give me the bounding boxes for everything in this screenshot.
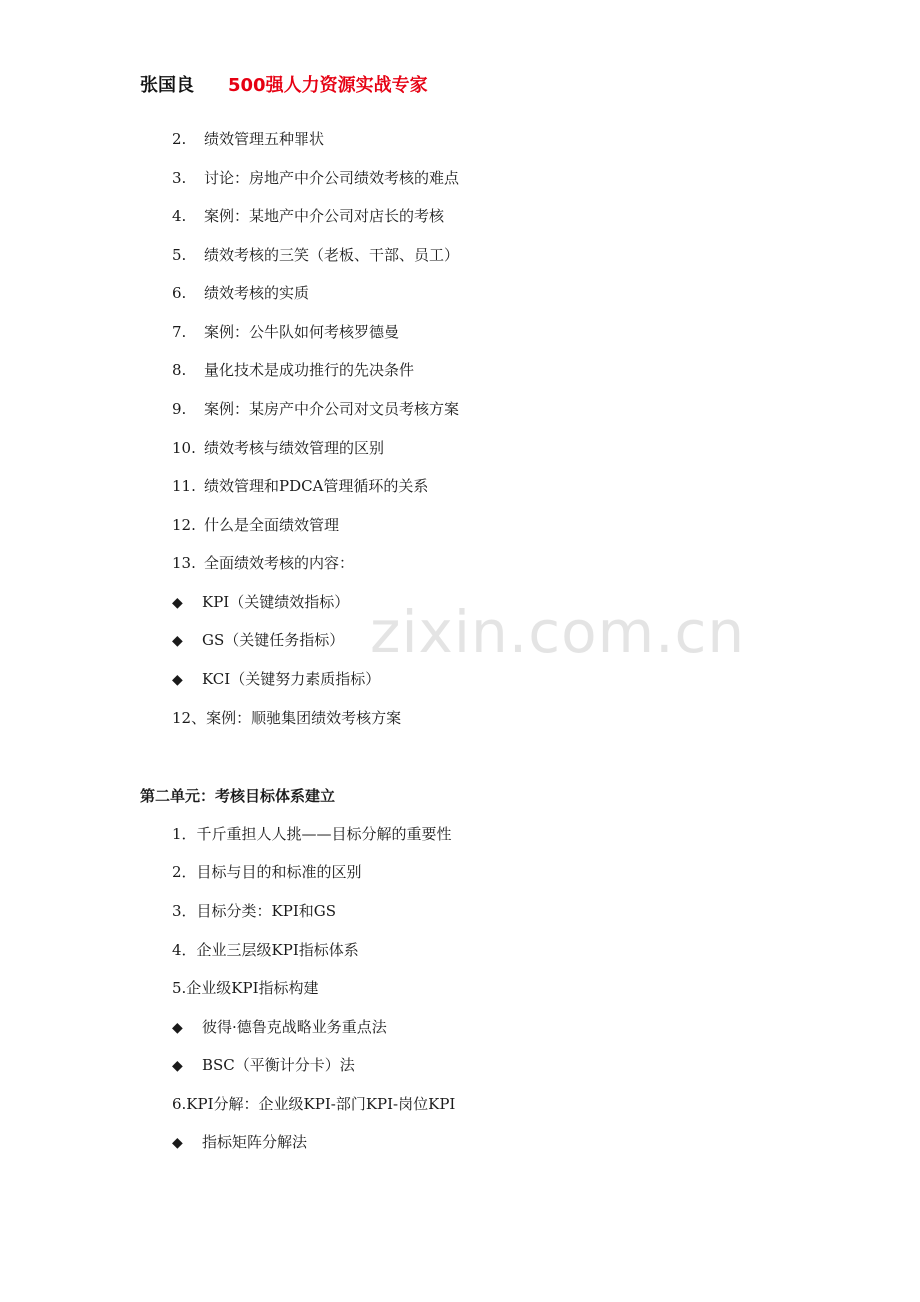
list-item: [172, 513, 339, 537]
author-name: 张国良: [140, 75, 194, 96]
list-item: [172, 281, 309, 305]
list-item: [172, 166, 459, 190]
item-text: 绩效考核的实质: [204, 284, 310, 302]
item-number: 13.: [172, 554, 196, 572]
list-item: 5.企业级KPI指标构建: [172, 979, 319, 997]
item-text: 案例：某房产中介公司对文员考核方案: [204, 400, 460, 418]
item-number: 6.: [172, 284, 187, 302]
list-item: [172, 127, 324, 151]
item-text: 案例：某地产中介公司对店长的考核: [204, 207, 445, 225]
item-text: 讨论：房地产中介公司绩效考核的难点: [204, 169, 460, 187]
item-text: 量化技术是成功推行的先决条件: [204, 361, 415, 379]
bullet-text: 彼得·德鲁克战略业务重点法: [202, 1018, 387, 1036]
list-item: [172, 474, 428, 498]
item-text: 案例：公牛队如何考核罗德曼: [204, 323, 400, 341]
section-title: 第二单元：考核目标体系建立: [140, 787, 336, 805]
item-number: 7.: [172, 323, 187, 341]
bullet-text: BSC（平衡计分卡）法: [202, 1056, 355, 1074]
item-text: 什么是全面绩效管理: [204, 516, 340, 534]
bullet-item: [172, 1053, 355, 1077]
list-item: [172, 436, 384, 460]
diamond-bullet-icon: ◆: [172, 1135, 183, 1151]
bullet-item: [172, 1015, 387, 1039]
item-number: 10.: [172, 439, 196, 457]
diamond-bullet-icon: ◆: [172, 672, 183, 688]
list-item: [172, 243, 459, 267]
item-text: 绩效考核与绩效管理的区别: [204, 439, 385, 457]
item-text: 绩效管理五种罪状: [204, 130, 325, 148]
watermark: zixin.com.cn: [370, 598, 746, 666]
item-number: 9.: [172, 400, 187, 418]
case-line: 12、案例：顺驰集团绩效考核方案: [172, 709, 402, 727]
diamond-bullet-icon: ◆: [172, 633, 183, 649]
item-number: 3.: [172, 169, 187, 187]
bullet-text: KCI（关键努力素质指标）: [202, 670, 381, 688]
item-number: 8.: [172, 361, 187, 379]
author-title: 500强人力资源实战专家: [228, 75, 428, 96]
list-item: [172, 397, 459, 421]
item-number: 11.: [172, 477, 196, 495]
bullet-text: KPI（关键绩效指标）: [202, 593, 350, 611]
item-text: 绩效管理和PDCA管理循环的关系: [204, 477, 429, 495]
item-number: 2.: [172, 130, 187, 148]
bullet-text: GS（关键任务指标）: [202, 631, 345, 649]
list-item: [172, 320, 399, 344]
bullet-item: [172, 628, 344, 652]
item-text: 全面绩效考核的内容：: [204, 554, 355, 572]
item-text: 绩效考核的三笑（老板、干部、员工）: [204, 246, 460, 264]
document-header: [140, 70, 428, 98]
diamond-bullet-icon: ◆: [172, 1020, 183, 1036]
list-item: [172, 551, 354, 575]
item-number: 12.: [172, 516, 196, 534]
list-item: 2．目标与目的和标准的区别: [172, 863, 362, 881]
list-item: 3．目标分类：KPI和GS: [172, 902, 337, 920]
diamond-bullet-icon: ◆: [172, 1058, 183, 1074]
list-item: 4．企业三层级KPI指标体系: [172, 941, 359, 959]
list-item: [172, 358, 414, 382]
item-number: 4.: [172, 207, 187, 225]
bullet-item: [172, 1130, 307, 1154]
list-item: 1．千斤重担人人挑——目标分解的重要性: [172, 825, 452, 843]
bullet-item: [172, 667, 380, 691]
diamond-bullet-icon: ◆: [172, 595, 183, 611]
list-item: 6.KPI分解：企业级KPI-部门KPI-岗位KPI: [172, 1095, 456, 1113]
bullet-item: [172, 590, 349, 614]
item-number: 5.: [172, 246, 187, 264]
list-item: [172, 204, 444, 228]
bullet-text: 指标矩阵分解法: [202, 1133, 308, 1151]
